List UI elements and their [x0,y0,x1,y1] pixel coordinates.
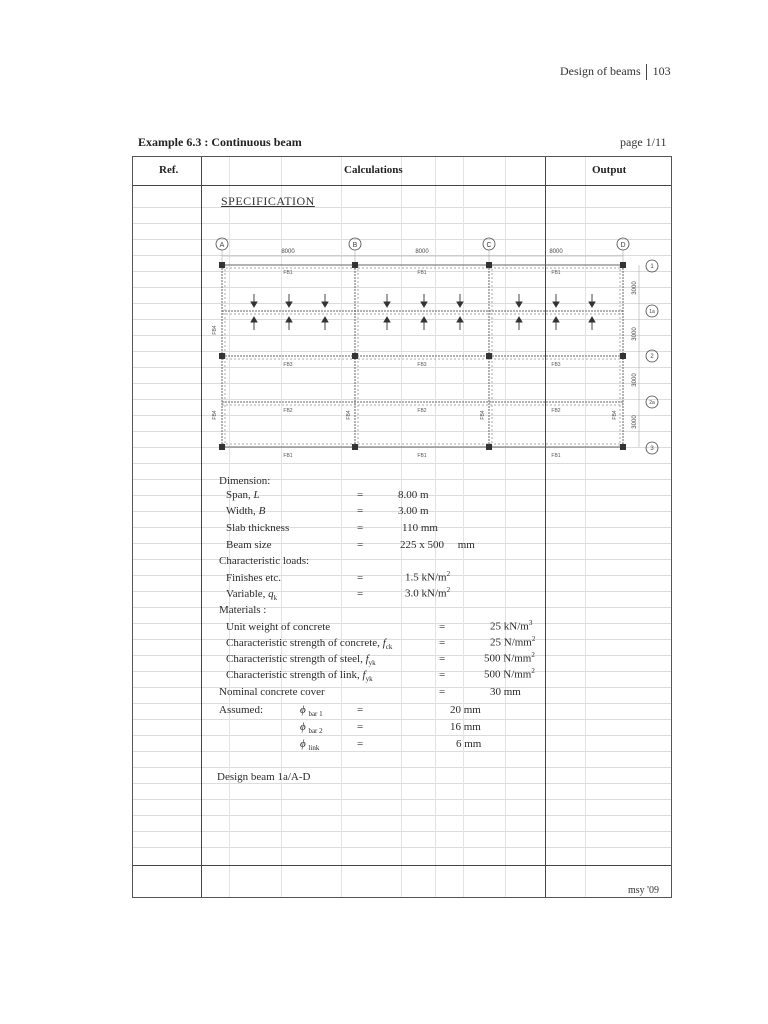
unit-weight-eq: = [439,621,446,633]
grid-label-b: B [352,242,358,249]
bar1-symbol: ϕ $_{bar 1}$ [300,704,323,719]
slab-thickness-eq: = [357,522,364,534]
bar1-eq: = [357,704,364,716]
link-value: 6 mm [456,738,482,750]
beam-label: FB2 [283,408,293,414]
row-dim: 3000 [632,327,638,341]
fck-value: 25 $N/mm^2$ [490,635,536,649]
example-title: Example 6.3 : Continuous beam [138,135,302,149]
grid-label-a: A [219,242,225,249]
beam-label: FB1 [417,453,427,459]
svg-text:1: 1 [650,264,654,270]
footer-row-divider [133,865,671,866]
header-divider [646,64,647,80]
unit-weight-value: 25 $kN/m^3$ [490,619,533,633]
beam-label: FB2 [551,408,561,414]
bar2-symbol: ϕ $_{bar 2}$ [300,721,323,736]
width-value: 3.00 m [398,505,429,517]
fyk-value: 500 $N/mm^2$ [484,651,535,665]
svg-text:2: 2 [650,354,654,360]
dimension-heading: Dimension: [219,475,271,487]
finishes-label: Finishes etc. [226,572,281,584]
variable-label: Variable, $q_k$ [226,588,278,603]
link-eq: = [357,738,364,750]
finishes-eq: = [357,572,364,584]
bar2-value: 16 mm [450,721,481,733]
beam-size-eq: = [357,539,364,551]
beam-label: FB3 [417,362,427,368]
cover-value: 30 mm [490,686,521,698]
beam-label: FB3 [551,362,561,368]
beam-size-value: 225 x 500 mm [400,539,475,551]
span-label: Span, L [226,489,260,501]
fck-label: Characteristic strength of concrete, $f_{ck}$ [226,637,393,652]
svg-text:1a: 1a [649,309,655,315]
width-eq: = [357,505,364,517]
fyk-link-eq: = [439,669,446,681]
floor-plan-drawing [196,232,666,462]
author-mark: msy '09 [628,885,659,896]
grid-label-d: D [620,242,626,249]
beam-label: FB1 [283,453,293,459]
variable-value: 3.0 $kN/m^2$ [405,586,451,600]
ref-header: Ref. [159,164,179,176]
span-value: 8.00 m [398,489,429,501]
calculations-header: Calculations [344,164,403,176]
slab-thickness-label: Slab thickness [226,522,290,534]
header-row-divider [133,185,671,186]
beam-label: FB4 [612,410,618,420]
header-page-number: 103 [652,64,671,78]
fyk-link-value: 500 $N/mm^2$ [484,667,535,681]
design-note: Design beam 1a/A-D [217,771,311,783]
materials-heading: Materials : [219,604,267,616]
width-label: Width, B [226,505,266,517]
variable-eq: = [357,588,364,600]
fyk-eq: = [439,653,446,665]
row-dim: 3000 [632,415,638,429]
fyk-label: Characteristic strength of steel, $f_{yk}$ [226,653,376,668]
row-dim: 3000 [632,373,638,387]
beam-label: FB1 [551,270,561,276]
section-title: SPECIFICATION [221,194,315,208]
beam-label: FB3 [283,362,293,368]
sheet-page-number: page 1/11 [620,135,667,149]
unit-weight-label: Unit weight of concrete [226,621,331,633]
beam-label: FB2 [417,408,427,414]
beam-label: FB1 [417,270,427,276]
running-header [560,64,671,80]
bar1-value: 20 mm [450,704,481,716]
link-symbol: ϕ $_{link}$ [300,738,320,753]
load-arrows-up [251,317,595,330]
finishes-value: 1.5 $kN/m^2$ [405,570,451,584]
svg-text:3: 3 [650,446,654,452]
svg-text:2a: 2a [649,400,655,406]
bar2-eq: = [357,721,364,733]
assumed-label: Assumed: [219,704,263,716]
beam-label: FB4 [212,325,218,335]
cover-eq: = [439,686,446,698]
beam-label: FB1 [283,270,293,276]
fck-eq: = [439,637,446,649]
beam-label: FB1 [551,453,561,459]
span-dim-3: 8000 [549,249,563,255]
span-eq: = [357,489,364,501]
beam-size-label: Beam size [226,539,272,551]
row-dim: 3000 [632,281,638,295]
fyk-link-label: Characteristic strength of link, $f_{yk}$ [226,669,373,684]
span-dim-1: 8000 [281,249,295,255]
grid-label-c: C [486,242,492,249]
output-header: Output [592,164,627,176]
loads-heading: Characteristic loads: [219,555,310,567]
beam-label: FB4 [480,410,486,420]
span-dim-2: 8000 [415,249,429,255]
beam-label: FB4 [212,410,218,420]
cover-label: Nominal concrete cover [219,686,325,698]
header-title: Design of beams [560,64,641,78]
beam-label: FB4 [346,410,352,420]
slab-thickness-value: 110 mm [402,522,438,534]
load-arrows-down [251,294,595,307]
